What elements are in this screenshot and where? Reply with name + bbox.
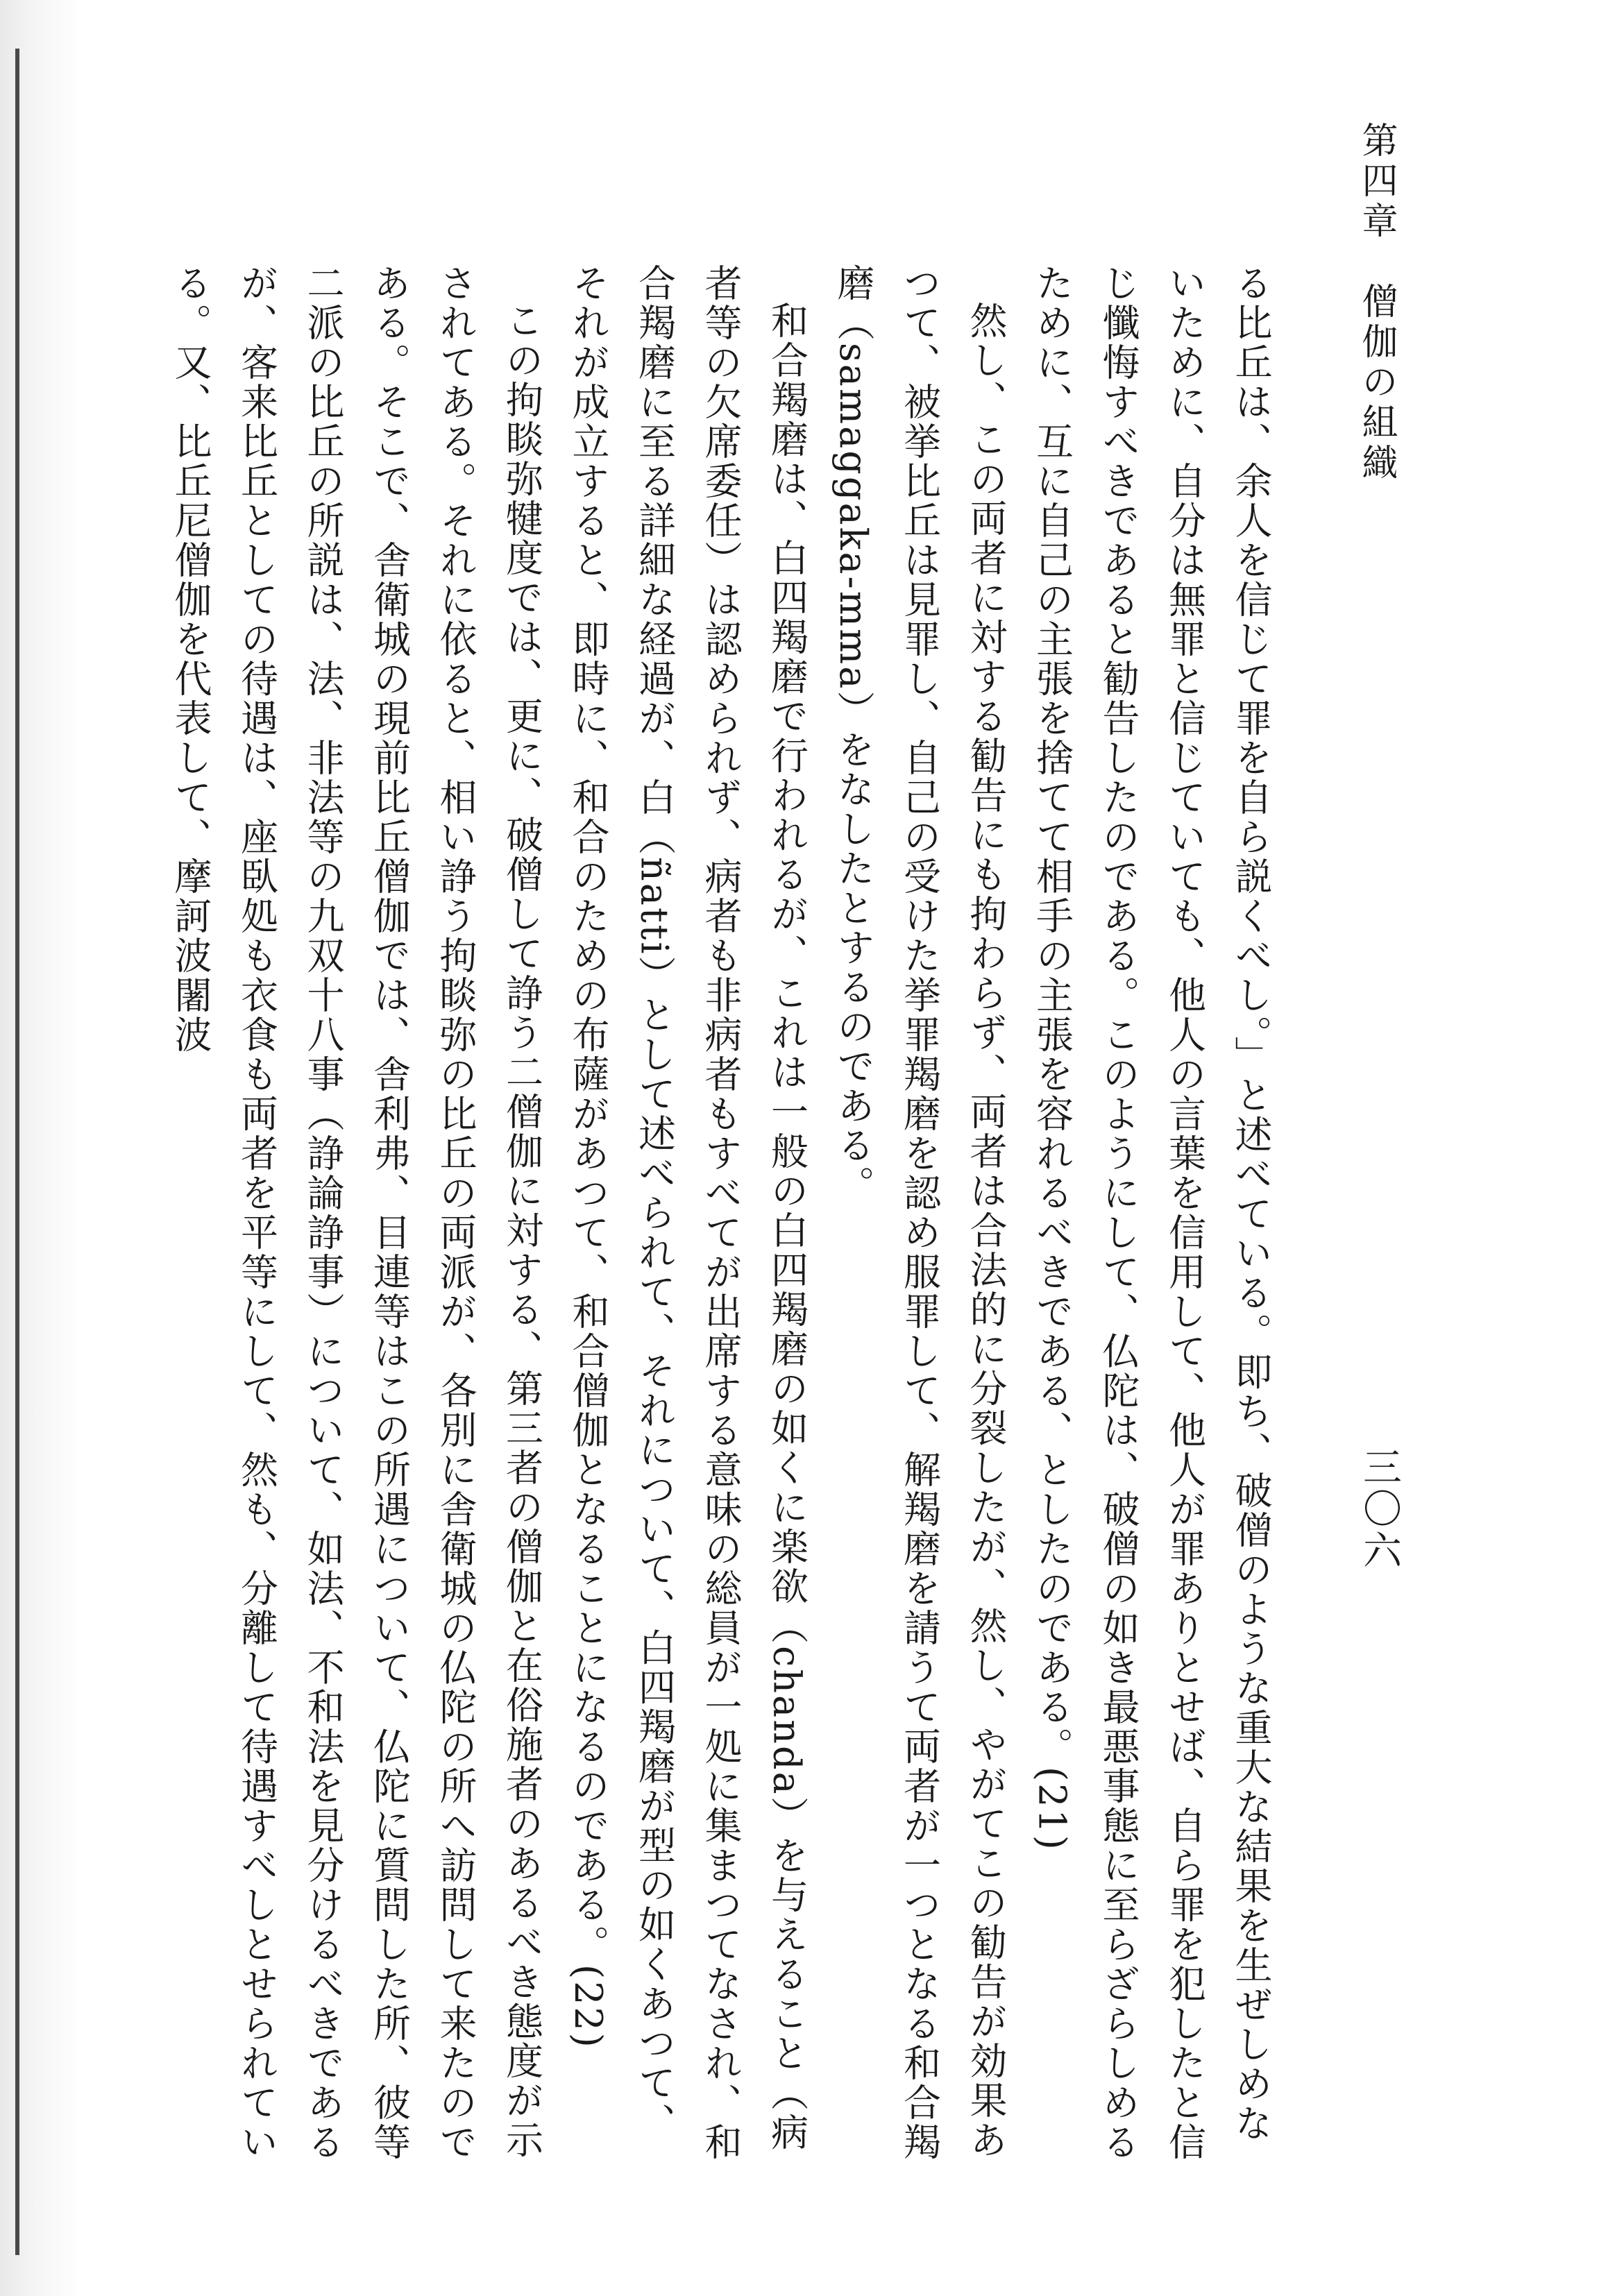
running-head: 第四章 僧伽の組織 bbox=[1355, 121, 1397, 484]
paragraph-1: る比丘は、余人を信じて罪を自ら説くべし。」と述べている。即ち、破僧のような重大な結果を生ぜしめないために、自分は無罪と信じていても、他人の言葉を信用して、他人が罪ありとせば、自ら罪を犯したと信じ懺悔すべきであると勧告したのである。このようにして、仏陀は、破僧の如き最悪事態に至らざらしめるために、互に自己の主張を捨てて相手の主張を容れるべきである、としたのである。(21) bbox=[1030, 264, 1273, 2162]
binding-gutter-shadow bbox=[0, 0, 83, 2296]
paragraph-4: この拘睒弥犍度では、更に、破僧して諍う二僧伽に対する、第三者の僧伽と在俗施者のあるべき態度が示されてある。それに依ると、相い諍う拘睒弥の比丘の両派が、各別に舎衛城の仏陀の所へ訪問して来たのである。そこで、舎衛城の現前比丘僧伽では、舎利弗、目連等はこの所遇について、仏陀に質問した所、彼等二派の比丘の所説は、法、非法等の九双十八事（諍論諍事）について、如法、不和法を見分けるべきであるが、客来比丘としての待遇は、座臥処も衣食も両者を平等にして、然も、分離して待遇すべしとせられている。又、比丘尼僧伽を代表して、摩訶波闍波 bbox=[169, 264, 544, 2162]
binding-edge-line bbox=[15, 49, 19, 2255]
page-number: 三〇六 bbox=[1357, 1447, 1402, 1572]
body-text bbox=[169, 264, 1284, 2165]
paragraph-3: 和合羯磨は、白四羯磨で行われるが、これは一般の白四羯磨の如くに楽欲（chanda）を与えること（病者等の欠席委任）は認められず、病者も非病者もすべてが出席する意味の総員が一処に集まつてなされ、和合羯磨に至る詳細な経過が、白（ñatti）として述べられて、それについて、白四羯磨が型の如くあつて、それが成立すると、即時に、和合のための布薩があつて、和合僧伽となることになるのである。(22) bbox=[566, 264, 809, 2162]
page-number-container bbox=[1346, 1447, 1412, 1669]
paragraph-2: 然し、この両者に対する勧告にも拘わらず、両者は合法的に分裂したが、然し、やがてこの勧告が効果あつて、被挙比丘は見罪し、自己の受けた挙罪羯磨を認め服罪して、解羯磨を請うて両者が一つとなる和合羯磨（samaggaka-mma）をなしたとするのである。 bbox=[831, 264, 1008, 2162]
